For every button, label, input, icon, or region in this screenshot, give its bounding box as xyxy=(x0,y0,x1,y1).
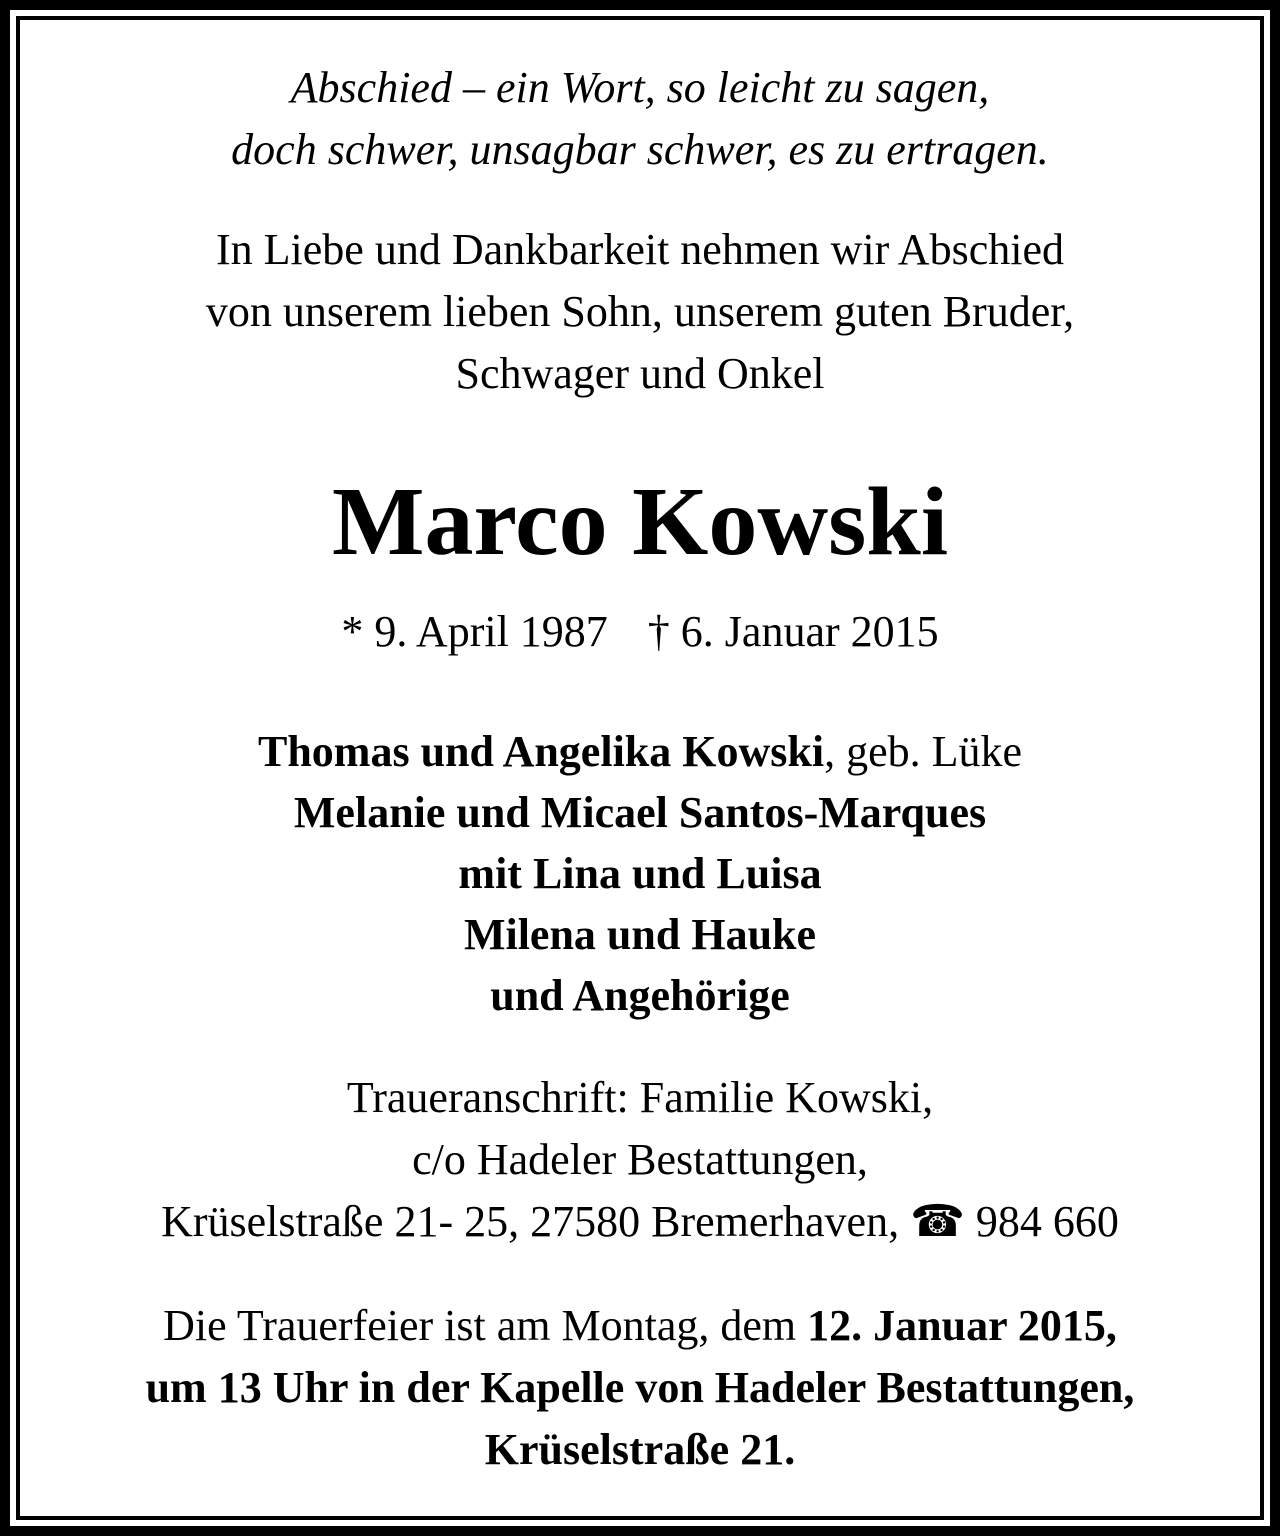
deceased-name: Marco Kowski xyxy=(331,468,949,576)
death-date: † 6. Januar 2015 xyxy=(647,607,939,656)
family-line-2: Melanie und Micael Santos-Marques xyxy=(293,788,987,837)
service-line-3: Krüselstraße 21. xyxy=(484,1425,796,1474)
address-line-2: c/o Hadeler Bestattungen, xyxy=(412,1135,868,1184)
family-line-4: Milena und Hauke xyxy=(463,910,817,959)
intro-line-2: von unserem lieben Sohn, unserem guten Bruder, xyxy=(205,287,1075,336)
telephone-icon: ☎ xyxy=(910,1197,965,1246)
service-date: 12. Januar 2015, xyxy=(807,1301,1117,1350)
poem-line-1: Abschied – ein Wort, so leicht zu sagen, xyxy=(290,63,990,112)
service-intro: Die Trauerfeier ist am Montag, dem xyxy=(163,1301,808,1350)
intro-line-3: Schwager und Onkel xyxy=(455,349,825,398)
family-line-3: mit Lina und Luisa xyxy=(458,849,822,898)
parents-names: Thomas und Angelika Kowski xyxy=(257,727,825,776)
family-line-5: und Angehörige xyxy=(490,971,790,1020)
address-line-3 xyxy=(0,1196,1280,1247)
street-address: Krüselstraße 21- 25, 27580 Bremerhaven, xyxy=(161,1197,900,1246)
birth-date: * 9. April 1987 xyxy=(341,607,608,656)
family-line-1 xyxy=(0,726,1280,777)
poem-line-2: doch schwer, unsagbar schwer, es zu ertragen. xyxy=(231,125,1049,174)
phone-number: 984 660 xyxy=(975,1197,1119,1246)
address-line-1: Traueranschrift: Familie Kowski, xyxy=(346,1073,934,1122)
maiden-name: , geb. Lüke xyxy=(824,727,1023,776)
intro-line-1: In Liebe und Dankbarkeit nehmen wir Abschied xyxy=(216,225,1064,274)
service-line-2: um 13 Uhr in der Kapelle von Hadeler Bestattungen, xyxy=(145,1363,1135,1412)
life-dates xyxy=(0,606,1280,657)
service-line-1 xyxy=(0,1300,1280,1351)
